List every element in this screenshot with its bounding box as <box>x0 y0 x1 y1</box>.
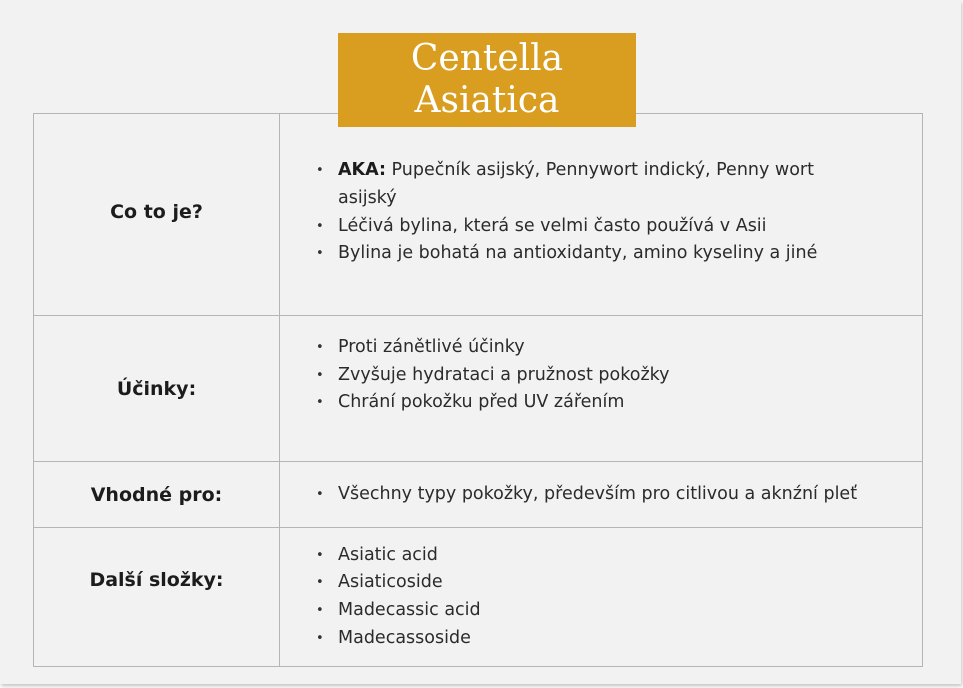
list-item <box>338 362 922 390</box>
list-item-text: Zvyšuje hydrataci a pružnost pokožky <box>338 364 670 385</box>
table-row-what-is-it <box>34 114 923 316</box>
row-label: Vhodné pro: <box>90 483 223 506</box>
row-label-cell <box>34 316 280 462</box>
title-banner <box>338 33 636 127</box>
row-label-cell <box>34 462 280 528</box>
list-item-text: Pupečník asijský, Pennywort indický, Penny wort asijský <box>338 160 814 208</box>
row-label: Další složky: <box>89 569 224 591</box>
list-item <box>338 542 922 570</box>
list-item-text: Asiatic acid <box>338 544 438 565</box>
list-item-text: Chrání pokožku před UV zářením <box>338 392 625 413</box>
list-item <box>338 157 922 212</box>
list-item <box>338 569 922 597</box>
bullet-list <box>280 542 922 653</box>
row-content-cell <box>280 462 923 528</box>
bullet-list <box>280 481 922 509</box>
list-item-text: Proti zánětlivé účinky <box>338 337 525 357</box>
list-item-text: Asiaticoside <box>338 572 443 593</box>
list-item <box>338 597 922 625</box>
list-item <box>338 389 922 417</box>
row-label: Účinky: <box>116 377 197 400</box>
info-table <box>33 113 923 667</box>
row-content-cell <box>280 528 923 667</box>
row-label-cell <box>34 528 280 667</box>
table-row-other-ingredients <box>34 528 923 667</box>
list-item <box>338 240 922 268</box>
aka-label: AKA: <box>338 160 386 181</box>
list-item-text: Madecassoside <box>338 627 471 648</box>
table-row-suitable-for <box>34 462 923 528</box>
list-item-text: Léčivá bylina, která se velmi často používá v Asii <box>338 215 767 236</box>
list-item <box>338 213 922 241</box>
list-item-text: Všechny typy pokožky, především pro citlivou a aknźní pleť <box>338 483 858 504</box>
table-row-effects <box>34 316 923 462</box>
title-line-1: Centella <box>410 38 564 79</box>
list-item <box>338 481 922 509</box>
list-item-text: Bylina je bohatá na antioxidanty, amino kyseliny a jiné <box>338 243 818 264</box>
row-label-cell <box>34 114 280 316</box>
row-label: Co to je? <box>110 201 203 223</box>
bullet-list <box>280 145 922 284</box>
list-item <box>338 625 922 653</box>
bullet-list <box>280 316 922 417</box>
row-content-cell <box>280 316 923 462</box>
list-item <box>338 334 922 362</box>
row-content-cell <box>280 114 923 316</box>
list-item-text: Madecassic acid <box>338 600 481 620</box>
title-line-2: Asiatica <box>414 80 560 121</box>
